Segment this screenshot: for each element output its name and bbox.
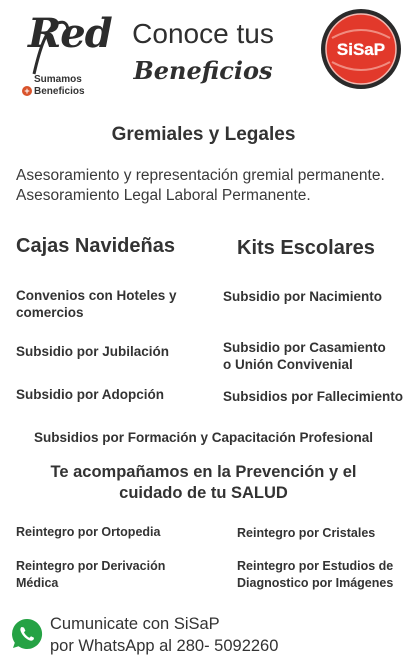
benefit-line: o Unión Convivenial xyxy=(223,357,353,372)
benefit-jubilacion: Subsidio por Jubilación xyxy=(16,344,170,359)
gremiales-line1: Asesoramiento y representación gremial permanente. xyxy=(16,167,385,184)
red-logo-line2-wrap xyxy=(22,86,85,97)
reintegro-ortopedia: Reintegro por Ortopedia xyxy=(16,525,161,539)
salud-item-line: Médica xyxy=(16,576,59,590)
reintegro-derivacion xyxy=(16,558,165,592)
benefit-adopcion: Subsidio por Adopción xyxy=(16,387,164,402)
salud-heading xyxy=(0,462,407,504)
contact-line1: Cumunicate con SiSaP xyxy=(50,615,220,633)
benefit-casamiento xyxy=(223,339,386,373)
salud-item-line: Reintegro por Estudios de xyxy=(237,559,394,573)
benefit-formacion: Subsidios por Formación y Capacitación Profesional xyxy=(33,430,374,445)
sisap-badge-icon xyxy=(320,8,402,90)
red-logo-line2: Beneficios xyxy=(34,86,85,97)
salud-item-line: Diagnostico por Imágenes xyxy=(237,576,394,590)
salud-heading-line2: cuidado de tu SALUD xyxy=(119,484,288,502)
page-title: Conoce tus xyxy=(132,18,274,49)
benefit-line: Convenios con Hoteles y xyxy=(16,288,177,303)
red-logo-word: Red xyxy=(28,10,112,57)
kits-escolares-heading: Kits Escolares xyxy=(237,237,375,259)
gremiales-line2: Asesoramiento Legal Laboral Permanente. xyxy=(16,187,311,204)
red-sumamos-logo xyxy=(18,10,118,100)
salud-heading-line1: Te acompañamos en la Prevención y el xyxy=(50,463,357,481)
contact-line2: por WhatsApp al 280- 5092260 xyxy=(50,637,279,655)
benefit-line: comercios xyxy=(16,305,84,320)
whatsapp-icon[interactable] xyxy=(10,617,44,651)
reintegro-cristales: Reintegro por Cristales xyxy=(237,526,376,540)
plus-icon: + xyxy=(22,86,32,96)
sisap-logo-text: SiSaP xyxy=(336,40,386,59)
red-logo-line1: Sumamos xyxy=(34,74,82,85)
salud-item-line: Reintegro por Derivación xyxy=(16,559,166,573)
benefit-fallecimiento: Subsidios por Fallecimiento xyxy=(223,389,404,404)
benefit-line: Subsidio por Casamiento xyxy=(223,340,386,355)
reintegro-estudios xyxy=(237,558,393,592)
benefit-convenios xyxy=(16,287,177,321)
benefit-nacimiento: Subsidio por Nacimiento xyxy=(223,289,383,304)
sisap-logo xyxy=(320,8,402,90)
cajas-navidenas-heading: Cajas Navideñas xyxy=(16,235,175,257)
page-subtitle: Beneficios xyxy=(133,56,273,85)
gremiales-heading: Gremiales y Legales xyxy=(111,124,296,145)
